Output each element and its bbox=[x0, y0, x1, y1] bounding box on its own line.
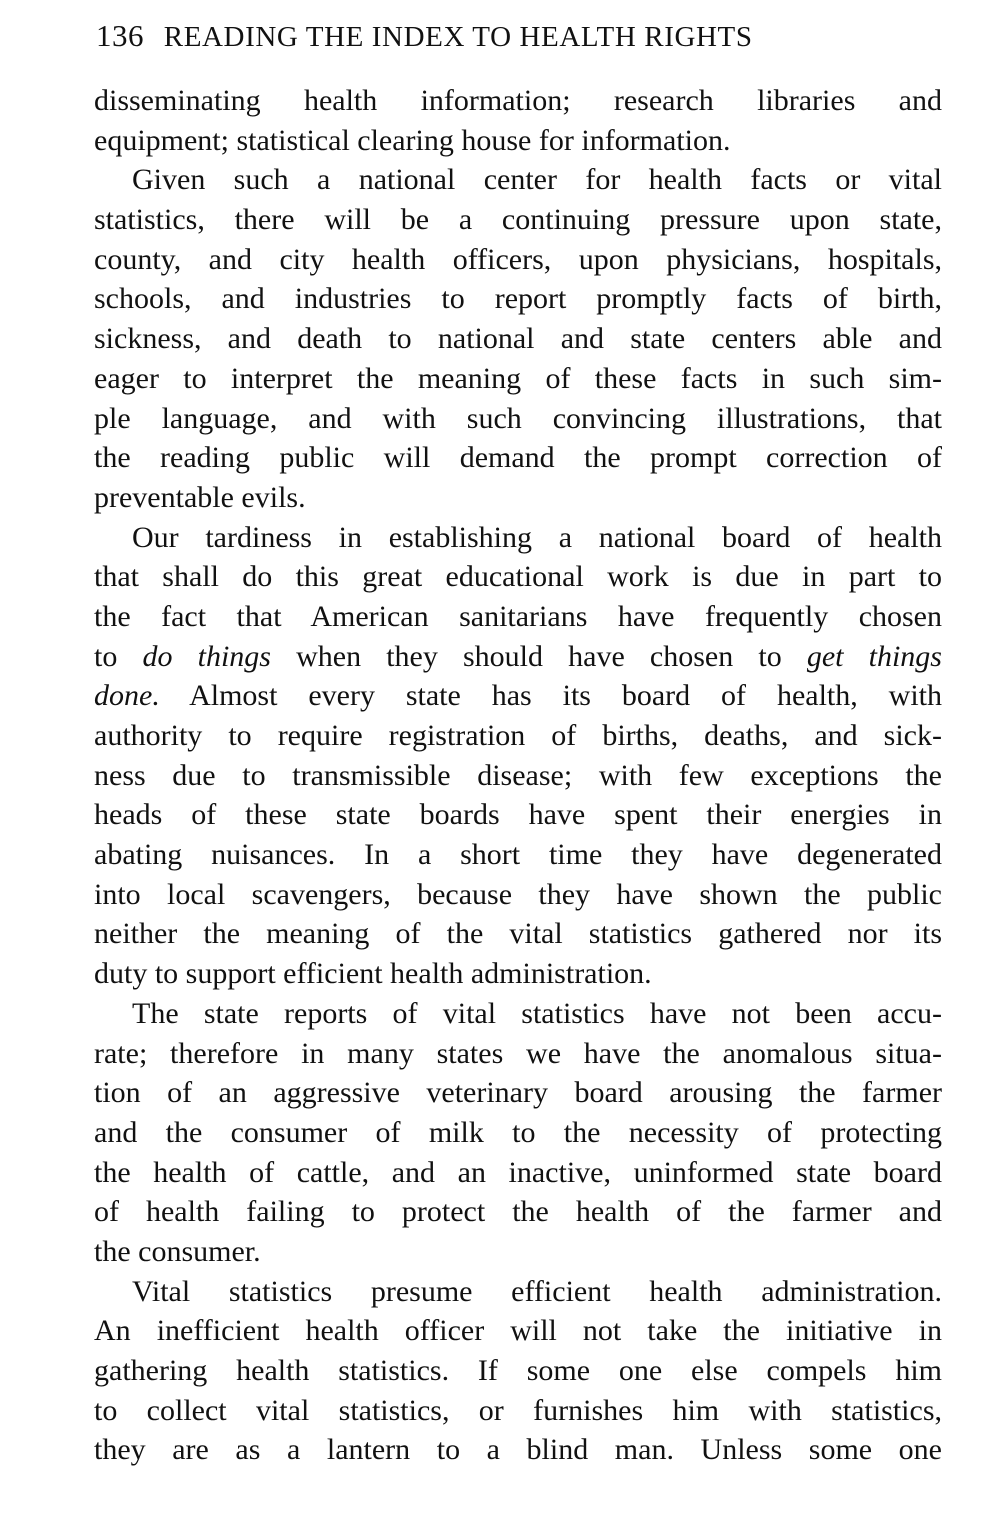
running-title: READING THE INDEX TO HEALTH RIGHTS bbox=[163, 21, 753, 53]
text-line: of health failing to protect the health of the farmer and bbox=[94, 1195, 942, 1229]
text-line: disseminating health information; research libraries and bbox=[94, 84, 942, 117]
text-line: heads of these state boards have spent their energies in bbox=[94, 798, 942, 832]
text-line: the fact that American sanitarians have frequently chosen bbox=[94, 599, 942, 633]
text-line: to do things when they should have chosen to get things bbox=[94, 639, 942, 673]
text-line: and the consumer of milk to the necessity of protecting bbox=[94, 1115, 942, 1149]
text-line: schools, and industries to report promptly facts of birth, bbox=[94, 282, 942, 316]
text-line: authority to require registration of births, deaths, and sick- bbox=[94, 719, 942, 752]
italic-emphasis: done. bbox=[94, 679, 160, 713]
text-line: The state reports of vital statistics have not been accu- bbox=[132, 996, 942, 1030]
text-line: tion of an aggressive veterinary board arousing the farmer bbox=[94, 1076, 942, 1110]
italic-emphasis: do things bbox=[142, 639, 271, 673]
text-line: equipment; statistical clearing house for information. bbox=[94, 123, 731, 157]
text-line: statistics, there will be a continuing pressure upon state, bbox=[94, 203, 942, 237]
text-line: that shall do this great educational work is due in part to bbox=[94, 560, 942, 594]
text-line: abating nuisances. In a short time they have degenerated bbox=[94, 838, 942, 872]
text-line: ness due to transmissible disease; with few exceptions the bbox=[94, 758, 942, 792]
paragraph-1 bbox=[94, 81, 942, 160]
text-line: the reading public will demand the prompt correction of bbox=[94, 441, 942, 475]
page-number: 136 bbox=[96, 18, 144, 53]
paragraph-3 bbox=[94, 518, 942, 994]
text-line: eager to interpret the meaning of these facts in such sim- bbox=[94, 361, 942, 395]
text-line: into local scavengers, because they have shown the public bbox=[94, 877, 942, 911]
text-line: county, and city health officers, upon physicians, hospitals, bbox=[94, 242, 942, 276]
text-line: done. Almost every state has its board of health, with bbox=[94, 679, 942, 713]
running-head bbox=[96, 16, 886, 56]
text-line: Our tardiness in establishing a national board of health bbox=[132, 520, 942, 554]
paragraph-2 bbox=[94, 160, 942, 517]
text-line: duty to support efficient health administration. bbox=[94, 957, 652, 991]
text-line: to collect vital statistics, or furnishes him with statistics, bbox=[94, 1393, 942, 1427]
text-line: ple language, and with such convincing illustrations, that bbox=[94, 401, 942, 435]
italic-emphasis: get things bbox=[806, 639, 942, 673]
text-line: Given such a national center for health facts or vital bbox=[132, 163, 942, 197]
text-line: rate; therefore in many states we have the anomalous situa- bbox=[94, 1036, 942, 1070]
paragraph-5 bbox=[94, 1272, 942, 1470]
text-line: the health of cattle, and an inactive, uninformed state board bbox=[94, 1155, 942, 1189]
text-line: preventable evils. bbox=[94, 480, 306, 514]
text-line: gathering health statistics. If some one else compels him bbox=[94, 1354, 942, 1387]
text-line: sickness, and death to national and state centers able and bbox=[94, 322, 942, 356]
text-line: the consumer. bbox=[94, 1234, 261, 1268]
text-line: neither the meaning of the vital statistics gathered nor its bbox=[94, 917, 942, 951]
body-text bbox=[94, 81, 942, 1470]
paragraph-4 bbox=[94, 994, 942, 1272]
text-line: they are as a lantern to a blind man. Unless some one bbox=[94, 1433, 942, 1467]
text-line: An inefficient health officer will not take the initiative in bbox=[94, 1314, 942, 1348]
text-line: Vital statistics presume efficient health administration. bbox=[132, 1274, 942, 1308]
